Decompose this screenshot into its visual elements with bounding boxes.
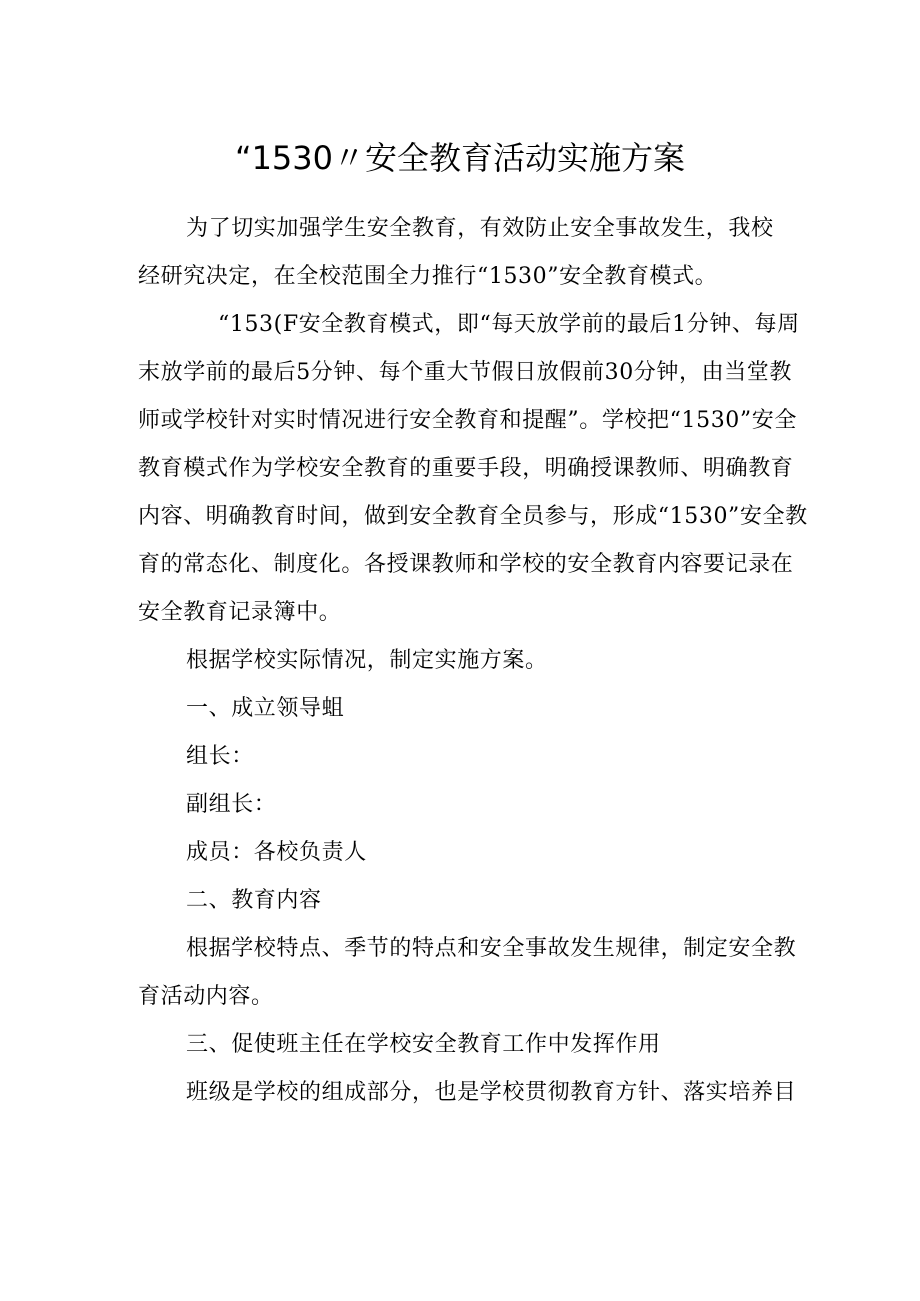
- paragraph-line: 根据学校实际情况，制定实施方案。: [186, 648, 548, 673]
- paragraph-line: 末放学前的最后5分钟、每个重大节假日放假前30分钟，由当堂教: [138, 360, 792, 385]
- paragraph-line: 育活动内容。: [138, 984, 274, 1009]
- paragraph-line: 育的常态化、制度化。各授课教师和学校的安全教育内容要记录在: [138, 552, 794, 577]
- paragraph-line: 班级是学校的组成部分，也是学校贯彻教育方针、落实培养目: [186, 1080, 797, 1105]
- paragraph-line: 内容、明确教育时间，做到安全教育全员参与，形成“1530”安全教: [138, 504, 808, 529]
- paragraph-line: “153(F安全教育模式，即“每天放学前的最后1分钟、每周: [218, 312, 800, 337]
- paragraph-line: 教育模式作为学校安全教育的重要手段，明确授课教师、明确教育: [138, 456, 794, 481]
- document-title: “1530〃安全教育活动实施方案: [234, 139, 686, 177]
- section-heading: 三、促使班主任在学校安全教育工作中发挥作用: [186, 1032, 661, 1057]
- section-heading: 一、成立领导蛆: [186, 696, 345, 721]
- paragraph-line: 师或学校针对实时情况进行安全教育和提醒”。学校把“1530”安全: [138, 408, 797, 433]
- field-label: 组长：: [186, 744, 254, 769]
- paragraph-line: 根据学校特点、季节的特点和安全事故发生规律，制定安全教: [186, 936, 797, 961]
- paragraph-line: 为了切实加强学生安全教育，有效防止安全事故发生，我校: [186, 216, 774, 241]
- paragraph-line: 经研究决定，在全校范围全力推行“1530”安全教育模式。: [138, 264, 718, 289]
- field-label: 副组长：: [186, 792, 277, 817]
- paragraph-line: 安全教育记录簿中。: [138, 600, 342, 625]
- section-heading: 二、教育内容: [186, 888, 322, 913]
- field-label: 成员：各校负责人: [186, 840, 367, 865]
